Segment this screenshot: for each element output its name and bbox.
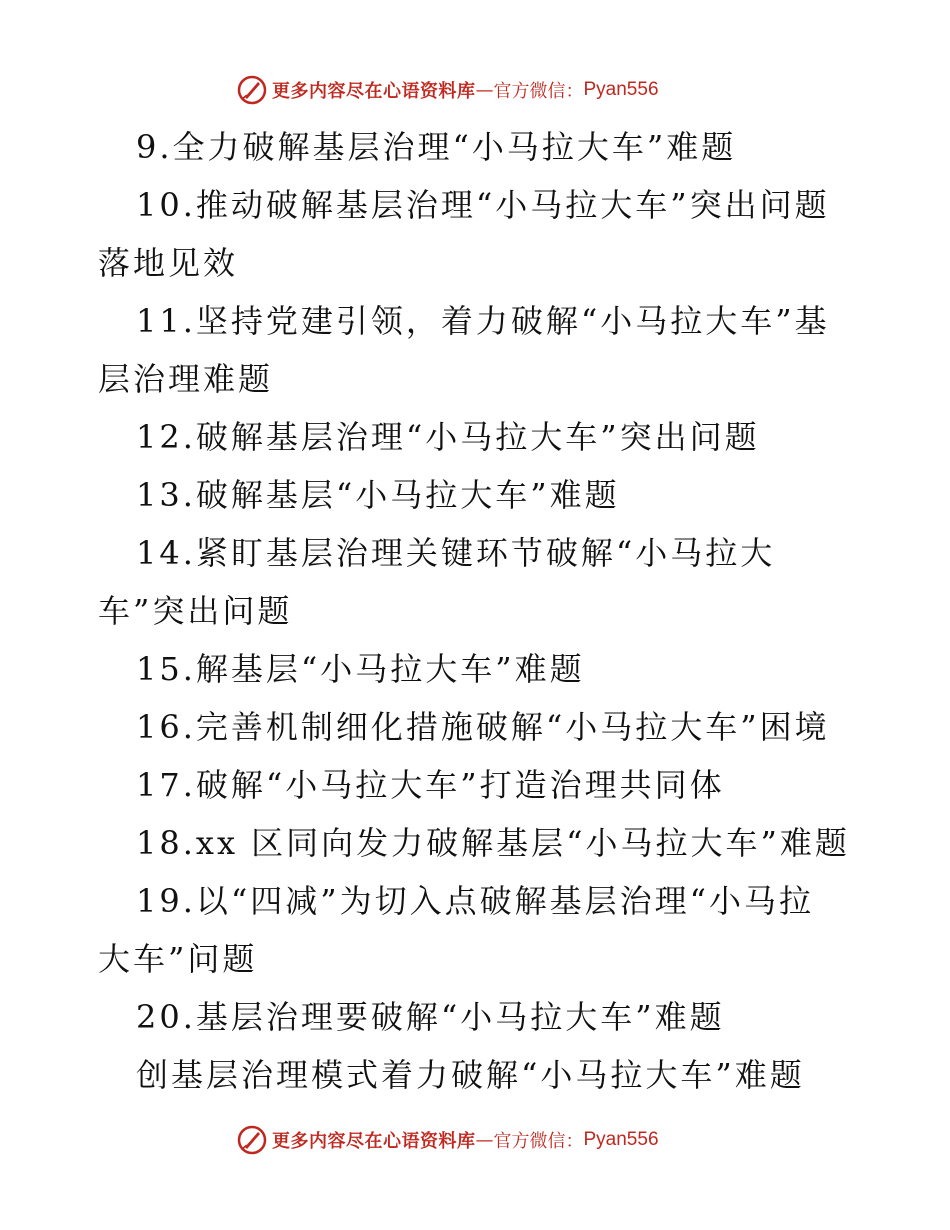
list-item-continuation: 大车”问题 [98, 940, 258, 978]
list-item: 16.完善机制细化措施破解“小马拉大车”困境 [136, 708, 830, 746]
list-item: 10.推动破解基层治理“小马拉大车”突出问题 [136, 186, 830, 224]
footer-banner [236, 1122, 659, 1158]
banner-wechat-label: 官方微信： [493, 81, 584, 102]
list-item-continuation: 落地见效 [98, 244, 239, 282]
banner-dash: — [475, 1129, 494, 1151]
list-item: 15.解基层“小马拉大车”难题 [136, 650, 585, 688]
list-item: 12.破解基层治理“小马拉大车”突出问题 [136, 418, 760, 456]
quill-logo-icon [236, 1124, 268, 1156]
banner-wechat-id: Pyan556 [583, 79, 659, 100]
banner-brand-text: 更多内容尽在心语资料库 [272, 1131, 476, 1152]
list-item: 19.以“四减”为切入点破解基层治理“小马拉 [136, 882, 814, 920]
list-item: 11.坚持党建引领，着力破解“小马拉大车”基 [136, 302, 830, 340]
banner-brand-text: 更多内容尽在心语资料库 [272, 81, 476, 102]
list-item: 9.全力破解基层治理“小马拉大车”难题 [136, 128, 737, 166]
list-item: 20.基层治理要破解“小马拉大车”难题 [136, 998, 725, 1036]
list-item: 13.破解基层“小马拉大车”难题 [136, 476, 620, 514]
list-item: 17.破解“小马拉大车”打造治理共同体 [136, 766, 725, 804]
list-item-continuation: 层治理难题 [98, 360, 274, 398]
header-banner [236, 72, 659, 108]
list-item: 创基层治理模式着力破解“小马拉大车”难题 [136, 1056, 805, 1094]
list-item: 14.紧盯基层治理关键环节破解“小马拉大 [136, 534, 776, 572]
quill-logo-icon [236, 74, 268, 106]
banner-wechat-label: 官方微信： [493, 1131, 584, 1152]
list-item: 18.xx 区同向发力破解基层“小马拉大车”难题 [136, 824, 850, 862]
banner-wechat-id: Pyan556 [583, 1129, 659, 1150]
list-item-continuation: 车”突出问题 [98, 592, 293, 630]
banner-dash: — [475, 79, 494, 101]
